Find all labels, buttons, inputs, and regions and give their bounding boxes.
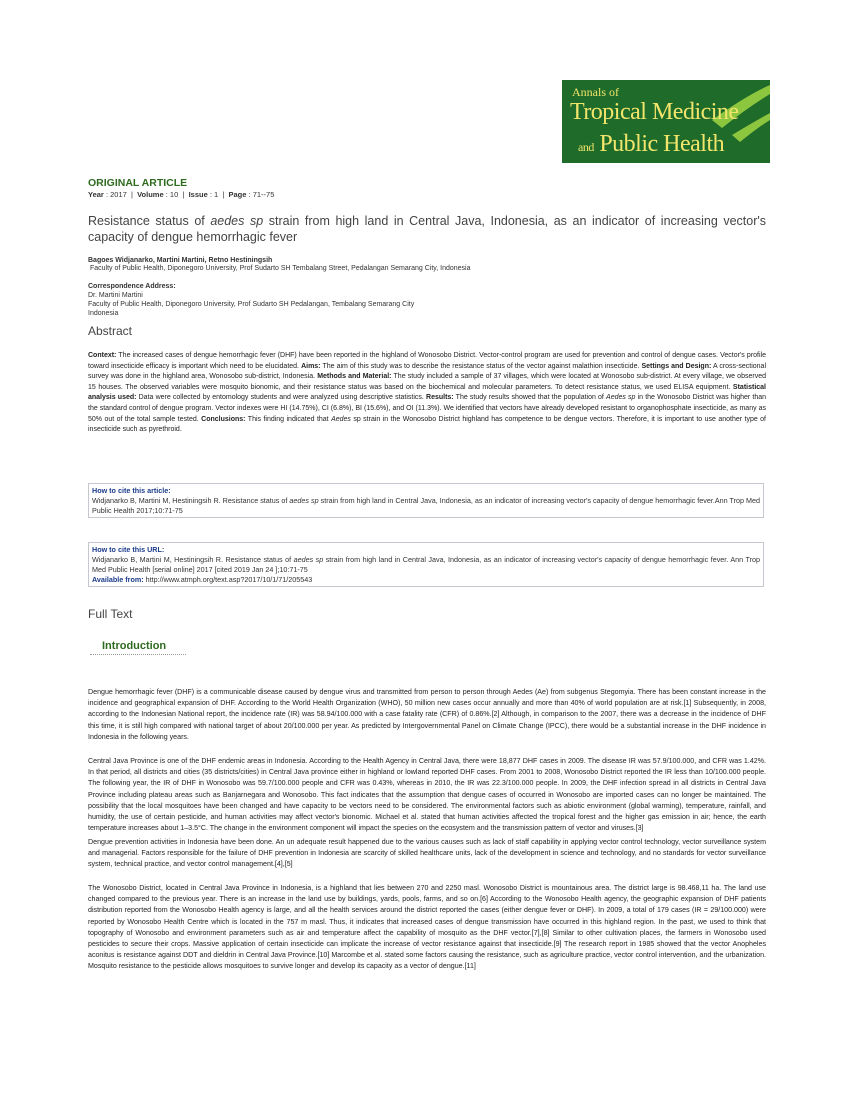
- paragraph-1: Dengue hemorrhagic fever (DHF) is a communicable disease caused by dengue virus and transmitted from person to person through Aedes (Ae) from subgenus Stegomyia. There has been constant increase in the incidence and geographical expansion of DHF. According to the World Health Organization (WHO), 50 million new cases occur annually and more than 40% of world population are at risk.[1] Subsequently, in 2008, according to the Indonesian National report, the incidence rate (IR) was 58.94/100.000 with a case fatality rate (CFR) of 0.86%.[2] Although, in comparison to the 2007, there was a decrease in the incidence of DHF this time, it is still high compared with national target of about 20/100.000 per year. As predicted by Intergovernmental Panel on Climate Change (IPCC), there would be a substantial increase in the DHF incidence in Indonesia in the following years.: [88, 688, 766, 741]
- cite-url-box: [88, 542, 764, 587]
- cite-article-box: [88, 483, 764, 518]
- journal-logo: [562, 80, 770, 163]
- fulltext-heading: Full Text: [88, 607, 133, 621]
- correspondence-name: Dr. Martini Martini: [88, 292, 143, 299]
- article-type: ORIGINAL ARTICLE: [88, 177, 188, 189]
- abstract-heading: Abstract: [88, 324, 133, 338]
- logo-text-public-health: and Public Health: [578, 131, 725, 157]
- cite-url-heading: How to cite this URL:: [92, 545, 165, 554]
- article-meta: Year : 2017 | Volume : 10 | Issue : 1 | Page : 71--75: [88, 190, 275, 199]
- cite-url-text[interactable]: Widjanarko B, Martini M, Hestiningsih R. Resistance status of aedes sp strain from high land in Central Java, Indonesia, as an indicator of increasing vector's capacity of dengue hemorrhagic fever. Ann Trop Med Public Health [serial online] 2017 [cited 2019 Jan 24 ];10:71-75: [92, 555, 760, 574]
- authors: Bagoes Widjanarko, Martini Martini, Retno Hestiningsih: [88, 257, 273, 264]
- correspondence: [88, 282, 766, 318]
- paragraph-3: Dengue prevention activities in Indonesia have been done. An un adequate result happened due to the various causes such as lack of staff capability in applying vector control technology, vector surveillance system and managerial. Factors responsible for the failure of DHF prevention in Indonesia are scarcity of skilled healthcare units, lack of the development in science and technology, and no standards for vector surveillance system, technical practice, and vector control management.[4],[5]: [88, 838, 766, 869]
- correspondence-address: Faculty of Public Health, Diponegoro University, Prof Sudarto SH Pedalangan, Tembalang Semarang City: [88, 301, 415, 308]
- available-url-link[interactable]: http://www.atmph.org/text.asp?2017/10/1/71/205543: [143, 575, 313, 584]
- introduction-heading[interactable]: Introduction: [90, 640, 186, 655]
- logo-text-tropical: Tropical Medicine: [570, 99, 739, 125]
- cite-article-heading: How to cite this article:: [92, 486, 171, 495]
- correspondence-country: Indonesia: [88, 310, 119, 317]
- affiliation: Faculty of Public Health, Diponegoro University, Prof Sudarto SH Tembalang Street, Pedalangan Semarang City, Indonesia: [89, 265, 471, 272]
- paragraph-4: The Wonosobo District, located in Central Java Province in Indonesia, is a highland that lies between 270 and 2250 masl. Wonosobo District is mountainous area. The district large is 98.468,11 ha. The land use changed compared to the previous year. There is an increase in the land use by buildings, yards, pools, farms, and so on.[6] According to the Wonosobo Health agency, the geographic expansion of DHF patients distribution reported from the Wonosobo Health agency is large, and all the health services around the district reported the cases (either dengue fever or DHF). In 2009, a total of 179 cases (IR = 29/100.000) were reported by Wonosobo Health Centre which is located in the 757 m masl. Thus, it indicates that increased cases of dengue transmission have occurred in this highland region. In the past, we used to think that topography of Wonosobo and environment parameters such as air and temperature affect the capability of mosquito as the DHF vector.[7],[8] Similar to other cultivation places, the farmers in Wonosobo used pesticides to secure their crops. Massive application of certain insecticide can implicate the increase of vector resistance against that insecticide.[9] The research report in 1985 showed that the vector Anopheles aconitus is resistance against DDT and dieldrin in Central Java Province.[10] Marcombe et al. stated some factors causing the resistance, such as agriculture practice, vector control intervention, and the urbanization. Mosquito resistance to the pesticide allows mosquitoes to survive longer and develop its capacity as a vector of dengue.[11]: [88, 884, 766, 971]
- cite-article-text[interactable]: Widjanarko B, Martini M, Hestiningsih R. Resistance status of aedes sp strain from high land in Central Java, Indonesia, as an indicator of increasing vector's capacity of dengue hemorrhagic fever.Ann Trop Med Public Health 2017;10:71-75: [92, 496, 760, 515]
- article-title: Resistance status of aedes sp strain from high land in Central Java, Indonesia, as an indicator of increasing vector's capacity of dengue hemorrhagic fever: [88, 214, 767, 244]
- paragraph-2: Central Java Province is one of the DHF endemic areas in Indonesia. According to the Health Agency in Central Java, there were 18,877 DHF cases in 2009. The disease IR was 57.9/100.000, and CFR was 1.42%. In that period, all districts and cities (35 districts/cities) in Central Java province either in highland or lowland reported DHF cases. From 2001 to 2008, Wonosobo District reported the IR less than 10/100.000 people. The following year, the IR of DHF in Wonosobo was 59.7/100.000 people and CFR was 0.43%, whereas in 2010, the IR was 22.3/100.000 people. In 2009, the DHF infection spread in all districts in Central Java Province including plateau areas such as Banjarnegara and Wonosobo. This fact indicates that the assumption that dengue cases of occurred in Wonosobo are imported cases can no longer be maintained. The possibility that the local mosquitoes have been changed and have capacity to be vectors need to be considered. The environmental factors such as abiotic environment (global warming), temperature, rainfall, and humidity, the use of certain pesticide, and human activities may affect vector's bionomic. Michael et al. stated that human activities affected the tropical forest and the higher gas emission in air; hence, the earth temperature increases about 1–3.5°C. The change in the environment component will impact the species on the ecosystem and the transmission pattern of vector and viruses.[3]: [88, 757, 766, 833]
- available-from: Available from: http://www.atmph.org/text.asp?2017/10/1/71/205543: [92, 575, 313, 584]
- abstract-text: Context: The increased cases of dengue hemorrhagic fever (DHF) have been reported in the highland of Wonosobo District. Vector-control program are used for prevention and control of dengue cases. Vector's profile toward insecticide efficacy is important which need to be elucidated. Aims: The aim of this study was to describe the resistance status of the vector against malathion insecticide. Settings and Design: A cross-sectional survey was done in the highland area, Wonosobo sub-district, Indonesia. Methods and Material: The study included a sample of 37 villages, which were located at Wonosobo sub-district. At every village, we observed 15 houses. The observed variables were mosquito bionomic, and their resistance status was based on the biochemical and molecular parameters. To detect resistance status, we used ELISA equipment. Statistical analysis used: Data were collected by entomology students and were analyzed using descriptive statistics. Results: The study results showed that the population of Aedes sp in the Wonosobo District was higher than the standard control of dengue program. Vector indexes were HI (14.75%), CI (6.8%), BI (15.6%), and OI (11.3%). We identified that vectors have already developed resistant to organophosphate insecticide, as many as 50% out of the total sample tested. Conclusions: This finding indicated that Aedes sp strain in the Wonosobo District highland has competence to be dengue vectors. Therefore, it is important to use another type of insecticide such as pyrethroid.: [88, 352, 767, 434]
- logo-text-annals: Annals of: [572, 85, 619, 99]
- correspondence-heading: Correspondence Address:: [88, 283, 176, 290]
